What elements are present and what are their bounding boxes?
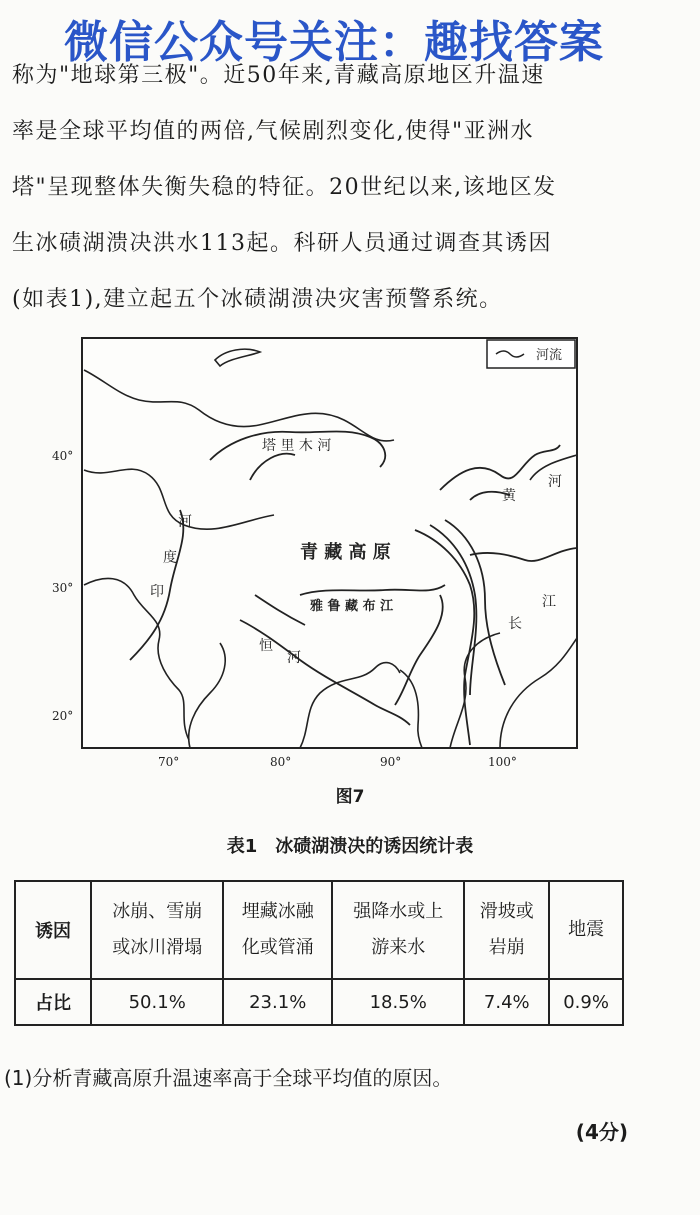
map-svg bbox=[0, 330, 700, 800]
river-label-indus-c: 印 bbox=[150, 584, 164, 600]
figure-caption: 图7 bbox=[335, 787, 365, 807]
cause-cell: 埋藏冰融 化或管涌 bbox=[223, 881, 332, 979]
ratio-cell: 7.4% bbox=[464, 979, 549, 1025]
row-header-ratio: 占比 bbox=[15, 979, 91, 1025]
river-label-ganges-a: 恒 bbox=[259, 638, 273, 654]
river-label-yangtze-b: 长 bbox=[508, 616, 522, 632]
ratio-cell: 0.9% bbox=[549, 979, 623, 1025]
cause-cell: 强降水或上 游来水 bbox=[332, 881, 464, 979]
cause-cell: 滑坡或 岩崩 bbox=[464, 881, 549, 979]
legend-label: 河流 bbox=[536, 348, 563, 363]
paragraph-line: 塔"呈现整体失衡失稳的特征。20世纪以来,该地区发 bbox=[12, 175, 557, 200]
ratio-cell: 18.5% bbox=[332, 979, 464, 1025]
paragraph-line: 称为"地球第三极"。近50年来,青藏高原地区升温速 bbox=[12, 63, 545, 88]
lon-label: 90° bbox=[380, 755, 402, 769]
lon-label: 70° bbox=[158, 755, 180, 769]
river-label-yangtze-a: 江 bbox=[542, 594, 556, 610]
ratio-cell: 50.1% bbox=[91, 979, 223, 1025]
lat-label: 40° bbox=[52, 449, 74, 463]
lon-label: 100° bbox=[488, 755, 517, 769]
table-row-ratios bbox=[15, 979, 623, 1025]
map-figure bbox=[0, 330, 700, 800]
paragraph-line: 生冰碛湖溃决洪水113起。科研人员通过调查其诱因 bbox=[12, 231, 552, 256]
cause-cell: 冰崩、雪崩 或冰川滑塌 bbox=[91, 881, 223, 979]
cause-cell: 地震 bbox=[549, 881, 623, 979]
river-label-tarim: 塔 里 木 河 bbox=[262, 438, 332, 454]
river-label-yarlung: 雅 鲁 藏 布 江 bbox=[310, 599, 394, 614]
lon-label: 80° bbox=[270, 755, 292, 769]
row-header-cause: 诱因 bbox=[15, 881, 91, 979]
lat-label: 20° bbox=[52, 709, 74, 723]
watermark-text: 微信公众号关注：趣找答案 bbox=[64, 17, 604, 68]
score-label: (4分) bbox=[575, 1120, 628, 1144]
river-label-yellow-2: 河 bbox=[548, 474, 562, 490]
intro-paragraph bbox=[12, 48, 672, 328]
paragraph-line: 率是全球平均值的两倍,气候剧烈变化,使得"亚洲水 bbox=[12, 119, 535, 144]
table-row-causes bbox=[15, 881, 623, 979]
region-label-plateau: 青 藏 高 原 bbox=[300, 542, 391, 563]
river-label-ganges-b: 河 bbox=[287, 650, 301, 666]
paragraph-line: (如表1),建立起五个冰碛湖溃决灾害预警系统。 bbox=[12, 287, 503, 312]
river-label-yellow: 黄 bbox=[502, 488, 516, 504]
ratio-cell: 23.1% bbox=[223, 979, 332, 1025]
lat-label: 30° bbox=[52, 581, 74, 595]
question-1: (1)分析青藏高原升温速率高于全球平均值的原因。 bbox=[4, 1066, 453, 1090]
river-label-indus-b: 度 bbox=[163, 550, 177, 566]
river-label-indus-a: 河 bbox=[178, 514, 192, 530]
table-title: 表1 冰碛湖溃决的诱因统计表 bbox=[226, 836, 474, 857]
cause-table bbox=[14, 880, 624, 1026]
